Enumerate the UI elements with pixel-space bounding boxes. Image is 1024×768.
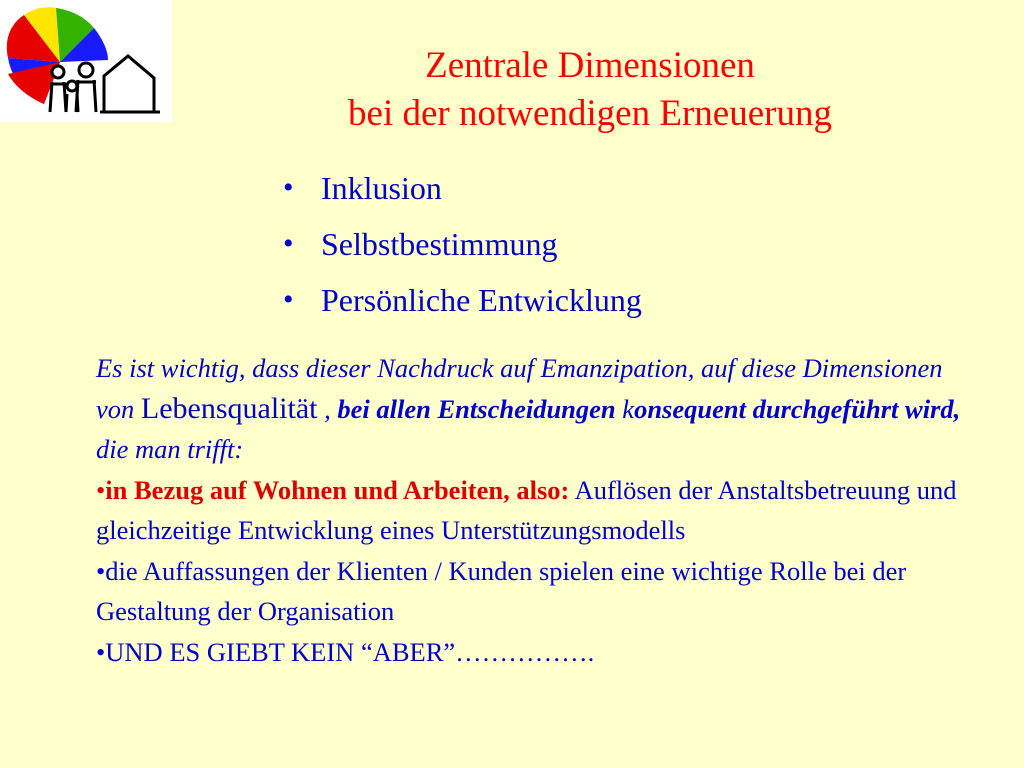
bullet-marker: • (283, 283, 294, 316)
point-marker: • (96, 555, 106, 586)
umbrella-family-house-icon (0, 0, 172, 122)
dimension-list (283, 160, 642, 328)
slide-title (180, 42, 1000, 138)
list-item (283, 216, 642, 272)
comma-text: , (317, 393, 338, 424)
point-item (96, 632, 976, 673)
point-marker: • (96, 636, 106, 667)
point-text: UND ES GIEBT KEIN “ABER”……………. (105, 636, 595, 667)
point-text: die Auffassungen der Klienten / Kunden spielen eine wichtige Rolle bei der Gestaltung der Organisation (96, 555, 907, 626)
list-item-label: Selbstbestimmung (321, 226, 558, 262)
intro-end-text: die man trifft: (96, 434, 244, 464)
point-item (96, 551, 976, 632)
list-item (283, 272, 642, 328)
point-item (96, 470, 976, 551)
intro-text: Es ist wichtig, dass dieser Nachdruck auf Emanzipation, auf diese Dimensionen von (96, 353, 943, 424)
list-item-label: Inklusion (321, 170, 442, 206)
point-marker: • (96, 474, 106, 505)
bullet-marker: • (283, 227, 294, 260)
emphasis-text-1: bei allen Entscheidungen (337, 393, 616, 424)
point-highlight: in Bezug auf Wohnen und Arbeiten, also: (105, 474, 570, 505)
k-text: k (615, 393, 635, 424)
bullet-marker: • (283, 171, 294, 204)
title-line-2: bei der notwendigen Erneuerung (348, 93, 832, 134)
title-line-1: Zentrale Dimensionen (425, 45, 755, 86)
intro-paragraph (96, 348, 976, 470)
emphasis-text-2: onsequent durchgeführt wird, (634, 393, 961, 424)
keyword-text: Lebensqualität (140, 391, 318, 425)
body-text (96, 348, 976, 672)
list-item (283, 160, 642, 216)
logo (0, 0, 172, 122)
list-item-label: Persönliche Entwicklung (321, 282, 642, 318)
point-text: Auflösen der Anstaltsbetreuung und gleichzeitige Entwicklung eines Unterstützungsmodells (96, 474, 957, 545)
